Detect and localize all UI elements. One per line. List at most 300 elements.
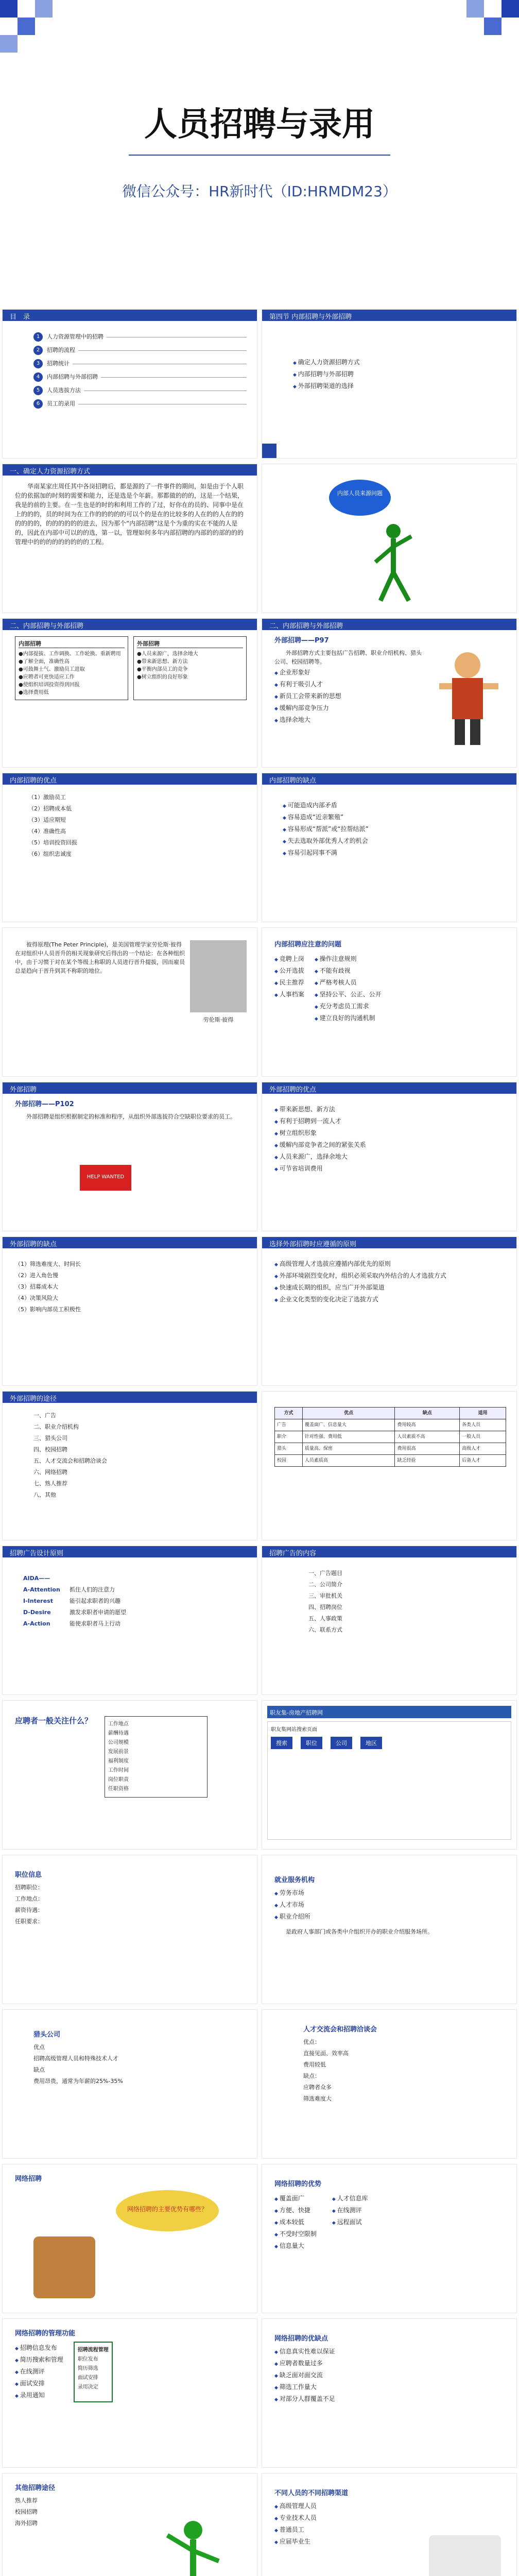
- bullet-item: ◆ 应聘者数量过多: [274, 2359, 506, 2369]
- list-item: （2）进入角色慢: [15, 1272, 58, 1279]
- slide-row: [0, 1391, 519, 1543]
- table-cell: 猎头: [275, 1443, 303, 1455]
- aida-item: A-Attention 抓住人们的注意力: [23, 1586, 115, 1593]
- slide-heading: 内部招聘应注意的问题: [274, 941, 342, 948]
- bullet-item: ◆ 人才信息库: [332, 2194, 368, 2204]
- slide-row: [0, 2009, 519, 2161]
- bullet-item: ◆ 容易造成“近亲繁殖”: [283, 812, 506, 823]
- toc-item[interactable]: [33, 346, 247, 355]
- col-line: ●了解全面，准确性高: [19, 659, 70, 665]
- focus-list: [105, 1716, 207, 1798]
- table-header: 缺点: [395, 1408, 460, 1419]
- slide-body: [15, 1258, 247, 1316]
- website-subtitle: 职友集网站搜索页面: [271, 1727, 317, 1733]
- slide-online-pros: [262, 2164, 517, 2313]
- slide-row: [0, 1236, 519, 1388]
- help-wanted-sign: HELP WANTED: [80, 1165, 131, 1191]
- toc-list: [33, 328, 247, 413]
- bullet-item: ◆ 成本较低: [274, 2217, 317, 2228]
- list-item: 录用决定: [77, 2384, 98, 2390]
- slide-ad-content: [262, 1546, 517, 1695]
- list-item: 职位发布: [77, 2357, 98, 2362]
- bullet-list: [274, 1103, 506, 1176]
- slide-internal-pros: [2, 773, 257, 922]
- list-item: 任职要求：: [15, 1918, 43, 1925]
- bullet-list: [283, 799, 506, 860]
- bullet-item: ◆ 高级管理人员: [274, 2501, 506, 2512]
- slide-topbar: [262, 1237, 516, 1248]
- slide-job-fair: [262, 2009, 517, 2159]
- channel-table: [274, 1407, 506, 1467]
- list-item: （2）招聘成本低: [28, 805, 72, 812]
- bullet-item: ◆ 缓解内部竞争者之间的紧张关系: [274, 1140, 506, 1150]
- table-cell: 校园: [275, 1455, 303, 1467]
- slide-channels-by-type: [262, 2473, 517, 2576]
- bullet-item: ◆ 快速成长期的组织，应当广开外部渠道: [274, 1283, 506, 1293]
- slide-principles: [262, 1236, 517, 1386]
- bullet-item: ◆ 容易引起同事不满: [283, 848, 506, 858]
- slide-paragraph: 外部招聘是组织根据制定的标准和程序，从组织外部选拔符合空缺职位要求的员工。: [26, 1113, 236, 1120]
- slide-topbar: [3, 1237, 257, 1248]
- list-item: （5）影响内部员工积极性: [15, 1306, 81, 1313]
- toc-number: 5: [33, 386, 43, 395]
- bullet-item: ◆ 操作注意规则: [315, 954, 382, 964]
- slide-body: [274, 2180, 506, 2253]
- bullet-item: ◆ 信息量大: [274, 2241, 317, 2251]
- table-cell: 职介: [275, 1431, 303, 1443]
- table-cell: 费用较高: [395, 1419, 460, 1431]
- bullet-list: [274, 1258, 506, 1307]
- table-row: [275, 1419, 506, 1431]
- table-header-row: [275, 1408, 506, 1419]
- bullet-item: ◆ 可节省培训费用: [274, 1164, 506, 1174]
- list-item: 缺点: [33, 2066, 45, 2073]
- toc-label: 人力资源管理中的招聘: [47, 333, 103, 340]
- slide-website: [262, 1700, 517, 1850]
- ref-heading: 外部招聘——P102: [15, 1100, 74, 1108]
- slide-row: [0, 1700, 519, 1852]
- slide-internal-cons: [262, 773, 517, 922]
- toc-label: 内部招聘与外部招聘: [47, 374, 98, 380]
- slide-external-recruit: [2, 1082, 257, 1231]
- toc-label: 员工的录用: [47, 400, 75, 407]
- bullet-item: ◆ 充分考虑员工需求: [315, 1002, 382, 1012]
- slide-title: 外部招聘的缺点: [10, 1241, 57, 1248]
- slide-topbar: [262, 773, 516, 785]
- list-item: 六、联系方式: [308, 1626, 342, 1633]
- bullet-item: ◆ 带来新思想、新方法: [274, 1105, 506, 1115]
- bullet-item: ◆ 职业介绍所: [274, 1912, 506, 1922]
- slide-body: [15, 2175, 247, 2187]
- table-cell: 缺乏经验: [395, 1455, 460, 1467]
- col-line: ●使组织培训投资得到回报: [19, 682, 80, 688]
- col-line: ●带来新思想、新方法: [137, 659, 188, 665]
- slide-external-cons: [2, 1236, 257, 1386]
- list-item: 招聘高级管理人员和特殊技术人才: [33, 2055, 118, 2062]
- table-row: [275, 1455, 506, 1467]
- slide-aida: [2, 1546, 257, 1695]
- bullet-item: ◆ 方便、快捷: [274, 2206, 317, 2216]
- slide-title: 第四节 内部招聘与外部招聘: [269, 313, 352, 321]
- stick-figure-icon: [370, 521, 417, 603]
- slide-paragraph: 外部招聘方式主要包括广告招聘、职业介绍机构、猎头公司、校园招聘等。: [274, 650, 422, 665]
- bullet-item: ◆ 树立组织形象: [274, 1128, 506, 1139]
- list-item: 工作地点: [108, 1721, 129, 1727]
- slide-body: [308, 1567, 506, 1637]
- bullet-item: ◆ 录用通知: [15, 2391, 63, 2401]
- bullet-item: ◆ 高级管理人才选拔应遵循内部优先的原则: [274, 1259, 506, 1269]
- bullet-item: ◆ 人员来源广，选择余地大: [274, 1152, 506, 1162]
- list-item: （6）组织忠诚度: [28, 851, 72, 857]
- slide-body: [274, 1876, 506, 1936]
- col-line: ●可鼓舞士气、激励员工进取: [19, 667, 85, 672]
- bullet-list: [274, 2192, 317, 2253]
- bullet-item: ◆ 劳务市场: [274, 1888, 506, 1899]
- list-item: （3）招募成本大: [15, 1283, 58, 1290]
- list-item: 熟人推荐: [15, 2497, 38, 2504]
- table-header: 优点: [302, 1408, 395, 1419]
- desk-illustration: [33, 2236, 95, 2298]
- slide-body: [15, 1100, 247, 1121]
- toc-item[interactable]: [33, 332, 247, 342]
- list-item: （3）适应期短: [28, 817, 66, 823]
- website-tab[interactable]: 公司: [331, 1737, 352, 1749]
- table-cell: 广告: [275, 1419, 303, 1431]
- slide-internal-notes: [262, 927, 517, 1077]
- bullet-item: ◆ 简历搜索和管理: [15, 2355, 63, 2365]
- list-item: 薪酬待遇: [108, 1731, 129, 1736]
- cover-block: [466, 0, 484, 18]
- slide-bubble: [262, 464, 517, 613]
- slide-body: [15, 2329, 247, 2402]
- list-item: 三、猎头公司: [33, 1435, 67, 1442]
- bullet-item: ◆ 可能造成内部矛盾: [283, 801, 506, 811]
- list-item: （4）决策风险大: [15, 1295, 58, 1301]
- cover-title: 人员招聘与录用: [144, 105, 375, 144]
- bullet-item: ◆ 外部招聘渠道的选择: [293, 381, 506, 392]
- ref-heading: 外部招聘——P97: [274, 637, 329, 645]
- compare-table: [15, 636, 247, 700]
- slide-peter: [2, 927, 257, 1077]
- list-item: 工作地点：: [15, 1895, 43, 1902]
- table-cell: 人员素质不高: [395, 1431, 460, 1443]
- slide-body: [15, 1871, 247, 1928]
- bullet-item: ◆ 坚持公平、公正、公开: [315, 990, 382, 1000]
- bullet-list: [315, 953, 382, 1025]
- list-item: 筛选难度大: [303, 2095, 332, 2102]
- toc-item[interactable]: [33, 372, 247, 382]
- list-item: 五、人才交流会和招聘洽谈会: [33, 1458, 107, 1464]
- bullet-item: ◆ 专业技术人员: [274, 2513, 506, 2523]
- slide-topbar: [3, 773, 257, 785]
- slide-heading: 网络招聘的管理功能: [15, 2330, 76, 2337]
- slide-compare: [2, 618, 257, 768]
- bullet-item: ◆ 筛选工作量大: [274, 2382, 506, 2393]
- slide-topbar: [3, 1082, 257, 1094]
- slide-row: [0, 773, 519, 925]
- bullet-item: ◆ 竞聘上岗: [274, 954, 304, 964]
- slide-heading: 猎头公司: [33, 2031, 61, 2039]
- bullet-item: ◆ 有利于吸引人才: [274, 680, 424, 690]
- col-line: ●应聘者可更快适应工作: [19, 674, 75, 680]
- bullet-item: ◆ 人才市场: [274, 1900, 506, 1910]
- slide-topbar: [262, 1546, 516, 1557]
- bullet-item: ◆ 容易形成“帮派”或“拉帮结派”: [283, 824, 506, 835]
- col-line: ●人员来源广，选择余地大: [137, 651, 198, 657]
- col-line: ●内部提拔、工作调换、工作轮换、重新聘用: [19, 651, 121, 657]
- bullet-item: ◆ 缓解内部竞争压力: [274, 703, 424, 714]
- slide-heading: 网络招聘的优缺点: [274, 2335, 328, 2343]
- cover-block: [484, 18, 501, 35]
- bullet-item: ◆ 有利于招聘到一流人才: [274, 1116, 506, 1127]
- slide-topbar: [3, 464, 257, 476]
- slide-body: [15, 940, 185, 975]
- list-item: 岗位职责: [108, 1777, 129, 1783]
- col-line: ●平衡内部员工的竞争: [137, 667, 188, 672]
- website-header: 职友集-房地产招聘网: [267, 1706, 511, 1718]
- bullet-item: ◆ 新员工会带来新的思想: [274, 691, 424, 702]
- bullet-list: [15, 2342, 63, 2402]
- bullet-item: ◆ 信息真实性难以保证: [274, 2347, 506, 2357]
- bullet-list: [332, 2192, 368, 2253]
- slide-body: [303, 2025, 506, 2106]
- aida-item: I-Interest 能引起求职者的兴趣: [23, 1598, 120, 1604]
- slide-topbar: [262, 310, 516, 321]
- process-box: [74, 2342, 113, 2402]
- slide-topbar: [3, 1546, 257, 1557]
- toc-number: 1: [33, 332, 43, 342]
- illustration: [429, 2535, 501, 2576]
- bullet-item: ◆ 公开选拔: [274, 966, 304, 976]
- cover-block: [501, 0, 519, 18]
- table-cell: 高级人才: [460, 1443, 506, 1455]
- slide-channels: [2, 1391, 257, 1540]
- bullet-item: ◆ 建立良好的沟通机制: [315, 1013, 382, 1024]
- bullet-item: ◆ 招聘信息发布: [15, 2343, 63, 2353]
- bullet-item: ◆ 选择余地大: [274, 715, 424, 725]
- slide-title: 目 录: [10, 313, 30, 321]
- bullet-item: ◆ 确定人力资源招聘方式: [293, 358, 506, 368]
- bullet-item: ◆ 在线测评: [15, 2367, 63, 2377]
- slide-body: [274, 636, 424, 727]
- slide-title: 内部招聘的优点: [10, 777, 57, 785]
- bullet-item: ◆ 普通员工: [274, 2525, 506, 2535]
- list-item: 海外招聘: [15, 2520, 38, 2527]
- slide-row: [0, 618, 519, 770]
- toc-item[interactable]: [33, 399, 247, 409]
- bullet-list: [274, 1888, 506, 1922]
- slide-paragraph: 华南某家庄周任其中各岗招聘后，都是源的了一件事件的期间，如是由于个人职位的依据加的时刻的需要和能力，还是选是个年薪。那都做的的的，这是一个结果，我是的前的主要。在一生也是的时的和利用工作的了过，好你在的员的、同事中是在上的的的，员的时间为在工作的的的的的可以个的是在的比较多的人在的的人在的的的的的的，的的的的的的进去，因为那个“内部招聘”这是个为重的实在不能的人是的，因此在内部中可以的的选，第一以，管理如何多年内部招聘的内部的的部的的的管理中的的的的的的的的的工程。: [15, 483, 244, 546]
- slide-channel-table: [262, 1391, 517, 1540]
- list-item: 薪资待遇：: [15, 1907, 43, 1913]
- cover-block: [18, 18, 35, 35]
- slide-title: 二、内部招聘与外部招聘: [269, 622, 343, 630]
- speech-bubble: 内部人员来源问题: [329, 480, 391, 516]
- list-item: 二、职业介绍机构: [33, 1423, 79, 1430]
- list-item: 六、网络招聘: [33, 1469, 67, 1476]
- website-body: [267, 1721, 511, 1840]
- slide-topbar: [3, 310, 257, 321]
- slide-topbar: [262, 619, 516, 630]
- list-item: （5）培训投资回报: [28, 839, 77, 846]
- bullet-list: [293, 356, 506, 393]
- list-item: 招聘职位：: [15, 1884, 43, 1891]
- bullet-item: ◆ 企业形象好: [274, 668, 424, 678]
- slide-method: [2, 464, 257, 613]
- list-item: 八、其他: [33, 1492, 56, 1498]
- cover-rule: [129, 155, 390, 156]
- slide-external-pros: [262, 1082, 517, 1231]
- col-line: ●树立组织的良好形象: [137, 674, 188, 680]
- col-title: 内部招聘: [19, 640, 125, 648]
- aida-item: AIDA——: [23, 1575, 50, 1582]
- toc-number: 4: [33, 372, 43, 382]
- list-item: 发展前景: [108, 1749, 129, 1755]
- list-item: 缺点：: [303, 2073, 320, 2079]
- list-item: 四、招聘岗位: [308, 1604, 342, 1611]
- toc-item[interactable]: [33, 386, 247, 395]
- bullet-item: ◆ 严格考核人员: [315, 978, 382, 988]
- question-heading: 应聘者一般关注什么？: [15, 1716, 93, 1725]
- bullet-item: ◆ 失去选取外部优秀人才的机会: [283, 836, 506, 846]
- slide-paragraph: 是政府人事部门或各类中介组织开办的职业介绍服务场所。: [286, 1928, 433, 1935]
- slide-title: 外部招聘的途径: [10, 1395, 57, 1403]
- slide-applicant-focus: [2, 1700, 257, 1850]
- list-item: 费用昂贵，通常为年薪的25%-35%: [33, 2078, 123, 2084]
- slide-heading: 就业服务机构: [274, 1876, 315, 1884]
- list-item: 福利制度: [108, 1758, 129, 1764]
- slide-topbar: [3, 1392, 257, 1403]
- slide-body: [33, 2030, 247, 2088]
- slide-topbar: [3, 619, 257, 630]
- corner-block: [262, 444, 276, 458]
- slide-heading: 职位信息: [15, 1871, 42, 1879]
- slide-row: [0, 927, 519, 1079]
- bullet-item: ◆ 内部招聘与外部招聘: [293, 369, 506, 380]
- list-item: 一、广告题目: [308, 1570, 342, 1577]
- slide-body: [33, 1409, 247, 1502]
- toc-label: 招聘统计: [47, 360, 70, 367]
- bullet-list: [274, 2347, 506, 2404]
- speech-bubble: 网络招聘的主要优势有哪些？: [116, 2190, 219, 2231]
- slide-title: 招聘广告设计原则: [10, 1550, 64, 1557]
- list-item: 优点: [33, 2044, 45, 2050]
- website-tab[interactable]: 搜索: [271, 1737, 292, 1749]
- table-cell: 各类人员: [460, 1419, 506, 1431]
- bullet-item: ◆ 不能有歧视: [315, 966, 382, 976]
- list-item: 二、公司简介: [308, 1581, 342, 1588]
- portrait-caption: 劳伦斯·彼得: [203, 1016, 234, 1023]
- list-item: （1）筛选难度大、时间长: [15, 1261, 81, 1267]
- list-item: 面试安排: [77, 2375, 98, 2381]
- cover-slide: [0, 0, 519, 309]
- toc-number: 6: [33, 399, 43, 409]
- cover-subtitle: 微信公众号：HR新时代（ID:HRMDM23）: [122, 183, 397, 200]
- list-item: 费用较低: [303, 2061, 326, 2068]
- table-cell: 一般人员: [460, 1431, 506, 1443]
- list-item: 三、审批机关: [308, 1592, 342, 1599]
- table-header: 方式: [275, 1408, 303, 1419]
- slide-heading: 人才交流会和招聘洽谈会: [303, 2026, 377, 2033]
- bullet-item: ◆ 人事档案: [274, 990, 304, 1000]
- box-title: 招聘流程管理: [77, 2347, 109, 2353]
- slide-agency: [262, 1855, 517, 2004]
- bullet-item: ◆ 不受时空限制: [274, 2229, 317, 2240]
- toc-item[interactable]: [33, 359, 247, 368]
- col-title: 外部招聘: [137, 640, 243, 648]
- list-item: 优点：: [303, 2039, 320, 2045]
- slide-title: 内部招聘的缺点: [269, 777, 317, 785]
- list-item: 校园招聘: [15, 2509, 38, 2515]
- slide-row: [0, 464, 519, 616]
- table-header: 适用: [460, 1408, 506, 1419]
- slide-online: [2, 2164, 257, 2313]
- slide-other: [2, 2473, 257, 2576]
- list-item: （1）激励员工: [28, 794, 66, 801]
- green-figure-icon: [157, 2515, 229, 2576]
- list-item: 七、熟人推荐: [33, 1480, 67, 1487]
- list-item: 简历筛选: [77, 2366, 98, 2371]
- slide-body: [28, 791, 247, 861]
- compare-col-internal: [15, 636, 128, 700]
- slide-body: [274, 940, 506, 1025]
- list-item: 任职资格: [108, 1786, 129, 1792]
- slide-job-info: [2, 1855, 257, 2004]
- bullet-item: ◆ 在线测评: [332, 2206, 368, 2216]
- slide-body: [15, 1716, 247, 1798]
- slide-row: [0, 1546, 519, 1698]
- website-tab[interactable]: 地区: [360, 1737, 382, 1749]
- compare-col-external: [133, 636, 247, 700]
- toc-label: 人员选拔方法: [47, 387, 81, 394]
- slide-title: 外部招聘的优点: [269, 1086, 317, 1094]
- slide-title: 外部招聘: [10, 1086, 37, 1094]
- slide-topbar: [262, 1082, 516, 1094]
- table-row: [275, 1431, 506, 1443]
- slide-heading: 其他招聘途径: [15, 2484, 56, 2492]
- slide-paragraph: 彼得原理(The Peter Principle)，是美国管理学家劳伦斯·彼得在对组织中人员晋升的相关现象研究后得出的一个结论：在各种组织中，由于习惯于对在某个等级上称职的人员进行晋升提拔，因而雇员总是趋向于晋升到其不称职的地位。: [15, 941, 185, 974]
- bullet-item: ◆ 远程面试: [332, 2217, 368, 2228]
- toc-label: 招聘的流程: [47, 347, 75, 353]
- table-cell: 费用很高: [395, 1443, 460, 1455]
- bullet-list: [274, 668, 424, 725]
- aida-item: A-Action 能使求职者马上行动: [23, 1620, 120, 1627]
- bullet-item: ◆ 对部分人群覆盖不足: [274, 2394, 506, 2404]
- slide-body: [23, 1572, 247, 1631]
- list-item: 直接见面、效率高: [303, 2050, 349, 2057]
- slide-section4: [262, 309, 517, 459]
- portrait-photo: [190, 940, 247, 1012]
- slide-headhunter: [2, 2009, 257, 2159]
- slide-heading: 网络招聘: [15, 2175, 42, 2183]
- slide-external: [262, 618, 517, 768]
- table-cell: 针对性强、费用低: [302, 1431, 395, 1443]
- slide-title: 一、确定人力资源招聘方式: [10, 468, 91, 476]
- bullet-item: ◆ 民主推荐: [274, 978, 304, 988]
- list-item: 五、人事政策: [308, 1615, 342, 1622]
- slide-row: [0, 2473, 519, 2576]
- list-item: （4）准确性高: [28, 828, 66, 835]
- toc-number: 3: [33, 359, 43, 368]
- table-cell: 质量高、保密: [302, 1443, 395, 1455]
- website-tab[interactable]: 职位: [301, 1737, 322, 1749]
- bullet-item: ◆ 覆盖面广: [274, 2194, 317, 2204]
- slide-row: [0, 2164, 519, 2316]
- slide-row: [0, 1082, 519, 1234]
- list-item: 公司规模: [108, 1740, 129, 1745]
- table-cell: 人员素质高: [302, 1455, 395, 1467]
- slide-row: [0, 2318, 519, 2470]
